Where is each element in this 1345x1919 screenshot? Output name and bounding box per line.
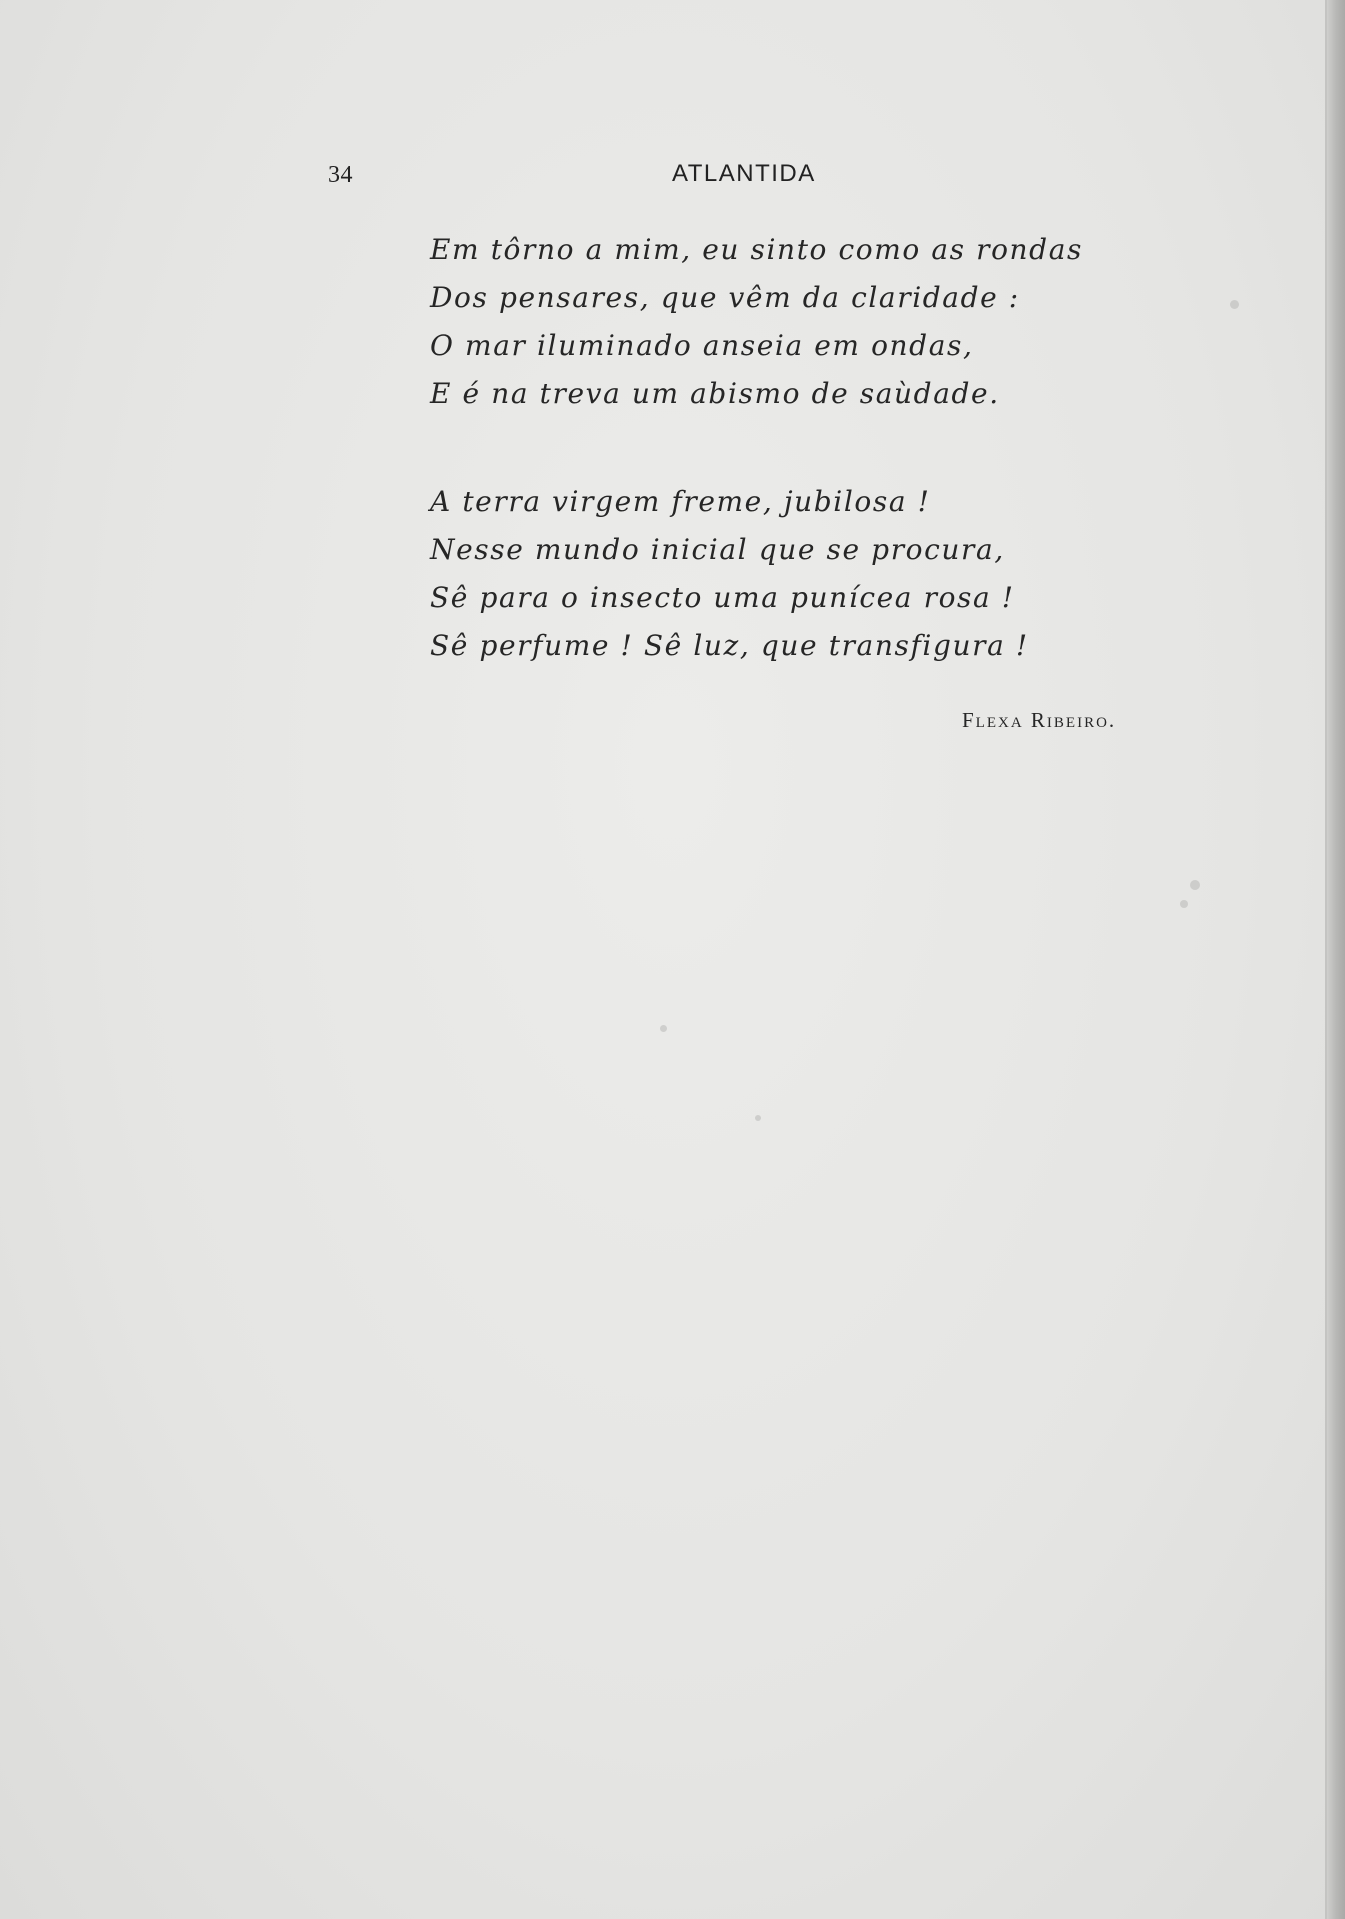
running-title: ATLANTIDA (672, 160, 816, 187)
page-number: 34 (328, 162, 353, 188)
verse-line: Nesse mundo inicial que se procura, (430, 533, 1005, 566)
page-binding-edge (1327, 0, 1345, 1919)
poem-stanza (430, 478, 1029, 670)
verse-line: Dos pensares, que vêm da claridade : (430, 281, 1020, 314)
verse-line: A terra virgem freme, jubilosa ! (430, 485, 931, 518)
paper-speck (755, 1115, 761, 1121)
verse-line: Em tôrno a mim, eu sinto como as rondas (430, 233, 1083, 266)
paper-speck (1180, 900, 1188, 908)
verse-line: Sê para o insecto uma punícea rosa ! (430, 581, 1015, 614)
paper-speck (660, 1025, 667, 1032)
verse-line: E é na treva um abismo de saùdade. (430, 377, 1000, 410)
verse-line: O mar iluminado anseia em ondas, (430, 329, 974, 362)
poem-stanza (430, 226, 1083, 418)
paper-speck (1230, 300, 1239, 309)
paper-speck (1190, 880, 1200, 890)
verse-line: Sê perfume ! Sê luz, que transfigura ! (430, 629, 1029, 662)
author-signature: Flexa Ribeiro. (962, 708, 1117, 732)
